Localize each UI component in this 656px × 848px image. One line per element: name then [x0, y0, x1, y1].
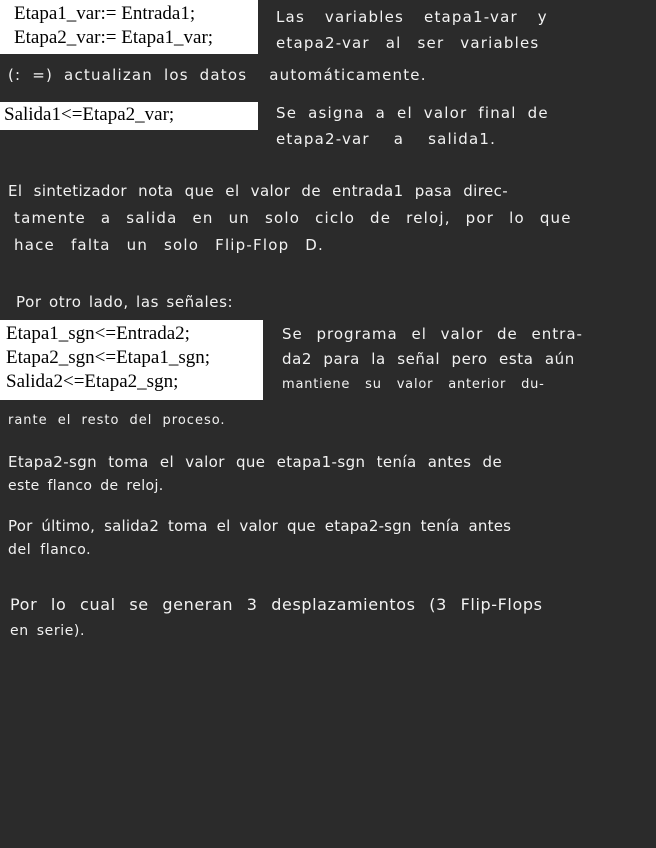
code-line: Etapa2_var:= Etapa1_var;: [14, 27, 214, 48]
note-line: Por último, salida2 toma el valor que etapa2-sgn tenía antes: [8, 517, 512, 535]
note-line: rante el resto del proceso.: [8, 413, 226, 428]
note-line: Etapa2-sgn toma el valor que etapa1-sgn tenía antes de: [8, 453, 503, 471]
note-output: [276, 100, 549, 152]
note-line: Se programa el valor de entra-: [282, 325, 583, 343]
note-line: del flanco.: [8, 542, 92, 558]
note-line: Por lo cual se generan 3 desplazamientos (3 Flip-Flops: [10, 595, 543, 614]
paragraph-synthesizer: [8, 178, 572, 259]
note-line: mantiene su valor anterior du-: [282, 377, 545, 392]
signals-intro: [16, 289, 233, 315]
paragraph-salida2: [8, 514, 511, 562]
note-signals-continued: [8, 408, 226, 434]
note-line: etapa2-var al ser variables: [276, 34, 540, 52]
note-line-end: automáticamente.: [269, 66, 427, 84]
note-line: Se asigna a el valor final de: [276, 104, 549, 122]
note-line: tamente a salida en un solo ciclo de reloj, por lo que: [14, 209, 572, 227]
assignment-operator-note: (: =) actualizan los datos: [8, 66, 248, 84]
note-line: hace falta un solo Flip-Flop D.: [14, 236, 324, 254]
code-line: Salida2<=Etapa2_sgn;: [6, 371, 179, 392]
code-line: Etapa1_sgn<=Entrada2;: [6, 323, 190, 344]
note-line: etapa2-var a salida1.: [276, 130, 497, 148]
paragraph-conclusion: [10, 592, 543, 644]
code-line: Salida1<=Etapa2_var;: [4, 104, 175, 125]
code-block-variables: [0, 0, 258, 54]
note-line: este flanco de reloj.: [8, 478, 164, 494]
note-line: da2 para la señal pero esta aún: [282, 350, 575, 368]
note-line: [8, 62, 427, 88]
note-line: Las variables etapa1-var y: [276, 8, 548, 26]
paragraph-etapa2: [8, 450, 502, 498]
code-line: Etapa2_sgn<=Etapa1_sgn;: [6, 347, 210, 368]
code-line: Etapa1_var:= Entrada1;: [14, 3, 196, 24]
code-block-output: [0, 102, 258, 130]
note-signals: [282, 322, 583, 397]
note-line: en serie).: [10, 623, 86, 639]
code-block-signals: [0, 320, 263, 400]
note-variables: [276, 4, 548, 56]
note-line: Por otro lado, las señales:: [16, 293, 234, 311]
note-line: El sintetizador nota que el valor de entrada1 pasa direc-: [8, 182, 509, 200]
note-variables-continued: [8, 62, 427, 88]
